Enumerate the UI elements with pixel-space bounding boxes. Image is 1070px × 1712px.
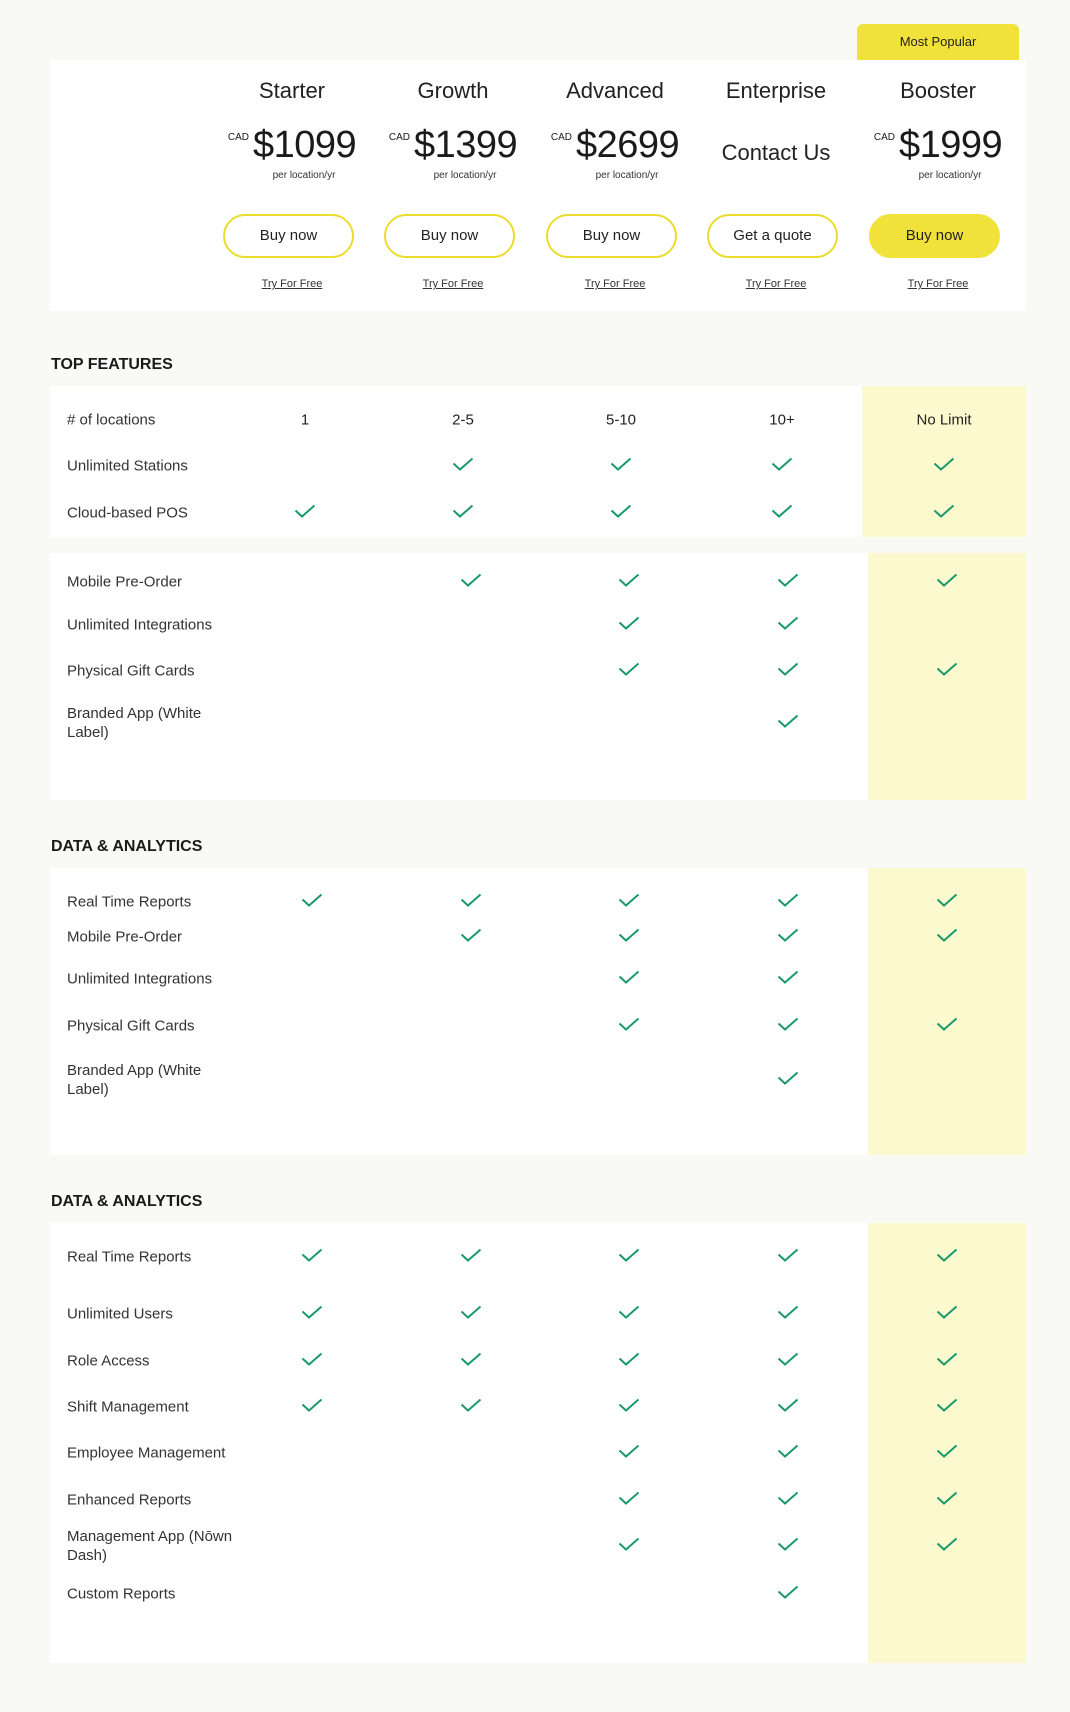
buy-now-button[interactable]: Buy now: [546, 214, 677, 258]
most-popular-badge: Most Popular: [857, 24, 1019, 60]
check-icon: [777, 928, 799, 946]
plan-price: [378, 124, 528, 167]
check-icon: [936, 893, 958, 911]
plan-price: [540, 124, 690, 167]
check-icon: [460, 1352, 482, 1370]
feature-label: Branded App (White Label): [67, 1062, 202, 1098]
price-value: $1399: [413, 124, 518, 166]
feature-label: Shift Management: [67, 1398, 189, 1416]
check-icon: [936, 1444, 958, 1462]
check-icon: [618, 1398, 640, 1416]
check-icon: [936, 1248, 958, 1266]
get-quote-button[interactable]: Get a quote: [707, 214, 838, 258]
check-icon: [618, 1352, 640, 1370]
check-icon: [777, 714, 799, 732]
check-icon: [777, 573, 799, 591]
check-icon: [301, 1305, 323, 1323]
feature-label: Management App (Nōwn Dash): [67, 1528, 233, 1564]
plan-price: [863, 124, 1013, 167]
try-for-free-link[interactable]: Try For Free: [745, 278, 807, 290]
feature-value: 10+: [769, 411, 795, 429]
price-value: $2699: [575, 124, 680, 166]
check-icon: [618, 928, 640, 946]
buy-now-button[interactable]: Buy now: [384, 214, 515, 258]
check-icon: [618, 1305, 640, 1323]
feature-label: Cloud-based POS: [67, 504, 188, 522]
plan-name: Booster: [900, 78, 976, 103]
check-icon: [933, 504, 955, 522]
check-icon: [777, 1491, 799, 1509]
plan-name: Enterprise: [725, 78, 827, 103]
check-icon: [460, 928, 482, 946]
check-icon: [777, 1537, 799, 1555]
check-icon: [771, 504, 793, 522]
check-icon: [618, 616, 640, 634]
feature-label: Unlimited Users: [67, 1305, 173, 1323]
check-icon: [936, 1017, 958, 1035]
check-icon: [460, 573, 482, 591]
try-for-free-link[interactable]: Try For Free: [907, 278, 969, 290]
check-icon: [618, 1017, 640, 1035]
currency-label: CAD: [227, 132, 249, 143]
check-icon: [933, 457, 955, 475]
feature-label: Physical Gift Cards: [67, 1017, 195, 1035]
check-icon: [460, 1248, 482, 1266]
check-icon: [936, 1491, 958, 1509]
check-icon: [936, 1537, 958, 1555]
price-period: per location/yr: [433, 170, 497, 181]
check-icon: [936, 573, 958, 591]
feature-label: Unlimited Integrations: [67, 616, 213, 634]
plan-name: Starter: [258, 78, 326, 103]
check-icon: [294, 504, 316, 522]
check-icon: [618, 1444, 640, 1462]
try-for-free-link[interactable]: Try For Free: [422, 278, 484, 290]
contact-us-text: Contact Us: [721, 140, 831, 165]
check-icon: [618, 662, 640, 680]
feature-value: No Limit: [916, 411, 972, 429]
check-icon: [618, 1248, 640, 1266]
check-icon: [936, 1305, 958, 1323]
feature-label: Mobile Pre-Order: [67, 573, 183, 591]
check-icon: [777, 1585, 799, 1603]
check-icon: [936, 662, 958, 680]
feature-value: 1: [300, 411, 310, 429]
check-icon: [618, 970, 640, 988]
check-icon: [777, 970, 799, 988]
check-icon: [777, 662, 799, 680]
feature-label: # of locations: [67, 411, 156, 429]
feature-label: Unlimited Integrations: [67, 970, 213, 988]
currency-label: CAD: [550, 132, 572, 143]
check-icon: [777, 893, 799, 911]
section-title: DATA & ANALYTICS: [51, 838, 203, 855]
check-icon: [936, 928, 958, 946]
check-icon: [777, 616, 799, 634]
check-icon: [777, 1071, 799, 1089]
feature-label: Physical Gift Cards: [67, 662, 195, 680]
check-icon: [936, 1398, 958, 1416]
check-icon: [452, 504, 474, 522]
check-icon: [777, 1398, 799, 1416]
plan-price: [217, 124, 367, 167]
check-icon: [936, 1352, 958, 1370]
check-icon: [771, 457, 793, 475]
booster-highlight-column: [868, 1223, 1026, 1663]
price-period: per location/yr: [918, 170, 982, 181]
check-icon: [618, 893, 640, 911]
check-icon: [301, 1352, 323, 1370]
check-icon: [301, 1248, 323, 1266]
feature-label: Unlimited Stations: [67, 457, 188, 475]
check-icon: [452, 457, 474, 475]
price-value: $1999: [898, 124, 1003, 166]
check-icon: [460, 1398, 482, 1416]
currency-label: CAD: [873, 132, 895, 143]
feature-label: Employee Management: [67, 1444, 226, 1462]
currency-label: CAD: [388, 132, 410, 143]
check-icon: [301, 1398, 323, 1416]
plan-name: Advanced: [566, 78, 664, 103]
feature-value: 5-10: [605, 411, 637, 429]
price-period: per location/yr: [272, 170, 336, 181]
check-icon: [777, 1017, 799, 1035]
try-for-free-link[interactable]: Try For Free: [584, 278, 646, 290]
buy-now-button[interactable]: Buy now: [223, 214, 354, 258]
check-icon: [777, 1305, 799, 1323]
feature-label: Real Time Reports: [67, 1248, 192, 1266]
feature-label: Real Time Reports: [67, 893, 192, 911]
check-icon: [618, 1537, 640, 1555]
check-icon: [610, 457, 632, 475]
check-icon: [460, 893, 482, 911]
feature-label: Mobile Pre-Order: [67, 928, 183, 946]
feature-label: Enhanced Reports: [67, 1491, 192, 1509]
feature-label: Role Access: [67, 1352, 150, 1370]
section-title: DATA & ANALYTICS: [51, 1193, 203, 1210]
check-icon: [777, 1248, 799, 1266]
check-icon: [610, 504, 632, 522]
check-icon: [301, 893, 323, 911]
feature-label: Branded App (White Label): [67, 705, 202, 741]
check-icon: [618, 1491, 640, 1509]
try-for-free-link[interactable]: Try For Free: [261, 278, 323, 290]
price-period: per location/yr: [595, 170, 659, 181]
check-icon: [618, 573, 640, 591]
feature-label: Custom Reports: [67, 1585, 176, 1603]
check-icon: [460, 1305, 482, 1323]
plan-name: Growth: [417, 78, 489, 103]
feature-value: 2-5: [452, 411, 474, 429]
booster-highlight-column: [868, 868, 1026, 1155]
check-icon: [777, 1352, 799, 1370]
price-value: $1099: [252, 124, 357, 166]
buy-now-button[interactable]: Buy now: [869, 214, 1000, 258]
section-title: TOP FEATURES: [51, 356, 173, 373]
check-icon: [777, 1444, 799, 1462]
